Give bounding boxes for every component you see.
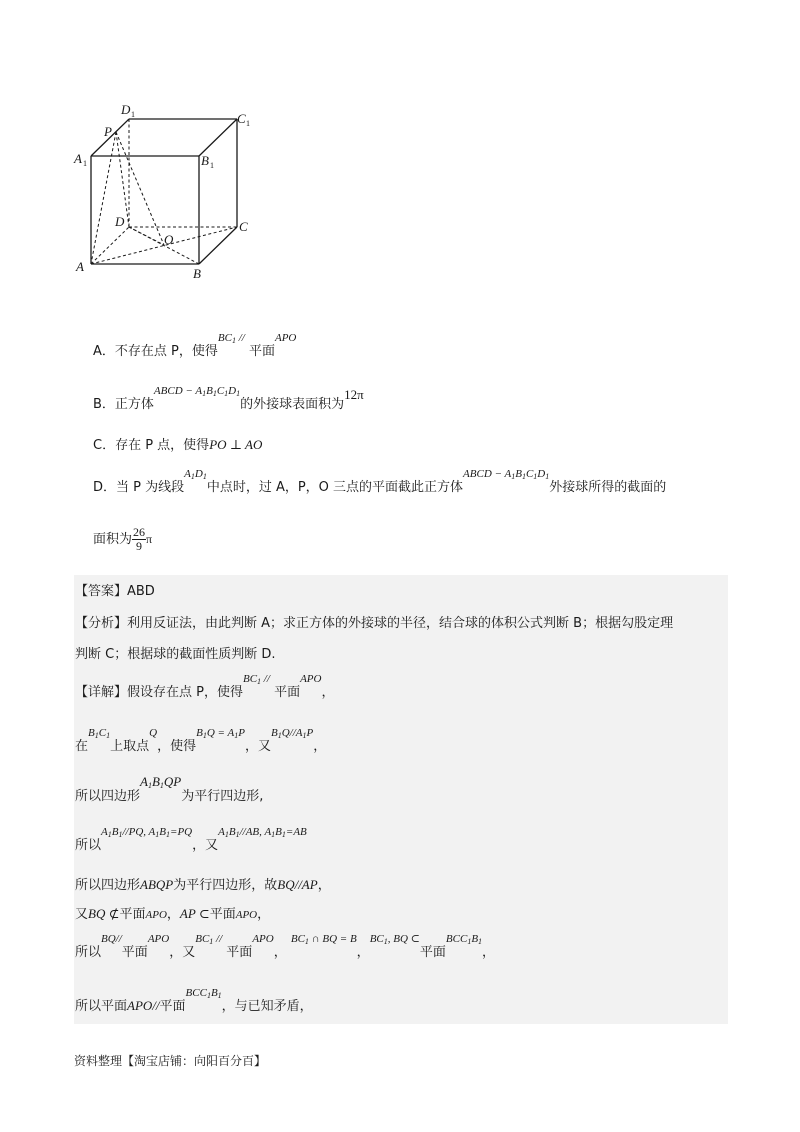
math-12pi: 12π: [344, 387, 364, 402]
detail-line-2: 在$^{B_1C_1}$上取点$^Q$，使得$^{B_1Q = A_1P}$，又$^{B_1Q//A_1P}$，: [75, 727, 327, 754]
edge-a-d: [91, 227, 129, 264]
math-bc1: BC1 //: [217, 332, 245, 345]
seg-p-d: [116, 132, 129, 227]
option-d-line2: 面积为 $\frac{26}{9}$ π: [93, 525, 153, 553]
math-cube: ABCD − A1B1C1D1: [153, 385, 241, 398]
seg-d-o: [129, 227, 164, 245]
label-b1: B: [201, 153, 209, 168]
svg-text:1: 1: [210, 161, 214, 170]
detail-line-7: 所以$^{BQ//}$平面$^{APO}$，又$^{BC_1 //}$ 平面$^{APO}$， $^{BC_1 \cap BQ = B}$，$^{BC_1, BQ \subset}$平面$^{BCC_1B_1}$，: [75, 933, 496, 960]
label-p: P: [104, 124, 112, 139]
option-b: B．正方体$^{ABCD - A_1B_1C_1D_1}$的外接球表面积为12π: [93, 385, 364, 412]
option-d: D．当 P 为线段$^{A_1D_1}$中点时，过 A，P，O 三点的平面截此正方体$^{ABCD - A_1B_1C_1D_1}$外接球所得的截面的: [93, 468, 667, 495]
fraction-26-9: $\frac{26}{9}$: [133, 525, 146, 553]
option-a: A．不存在点 P，使得$^{BC_1 //}$ 平面$^{APO}$: [93, 332, 297, 359]
edge-b1-c1: [199, 119, 237, 156]
detail-line-4: 所以$^{A_1B_1//PQ, A_1B_1=PQ}$，又$^{A_1B_1//AB, A_1B_1=AB}$: [75, 826, 307, 853]
answer-line: 【答案】ABD: [75, 584, 155, 599]
vertex-labels: [73, 102, 250, 281]
label-d: D: [115, 214, 125, 229]
edge-b-c: [199, 227, 237, 264]
label-d1: D: [121, 102, 131, 117]
detail-line-1: 【详解】假设存在点 P，使得$^{BC_1 //}$ 平面$^{APO}$，: [75, 673, 335, 700]
svg-text:1: 1: [131, 110, 135, 119]
detail-line-8: 所以平面APO//平面$^{BCC_1B_1}$，与已知矛盾，: [75, 987, 313, 1014]
detail-line-6: 又BQ ⊄平面APO，AP ⊂平面APO，: [75, 906, 271, 922]
analysis-line-1: 【分析】利用反证法，由此判断 A；求正方体的外接球的半径，结合球的体积公式判断 B；根据勾股定理: [75, 616, 674, 631]
svg-text:1: 1: [246, 119, 250, 128]
svg-text:1: 1: [83, 159, 87, 168]
math-apo: APO: [274, 332, 297, 344]
detail-line-3: 所以四边形$A_1B_1QP$为平行四边形,: [75, 774, 264, 804]
analysis-line-2: 判断 C；根据球的截面性质判断 D.: [75, 647, 276, 662]
footer-source: 资料整理【淘宝店铺：向阳百分百】: [74, 1054, 267, 1068]
math-po-perp-ao: PO ⊥ AO: [209, 437, 263, 452]
label-o: O: [164, 232, 174, 247]
label-c: C: [239, 219, 248, 234]
math-a1d1: A1D1: [184, 468, 207, 481]
label-a: A: [76, 259, 84, 274]
math-cube-2: ABCD − A1B1C1D1: [463, 468, 550, 481]
option-c: C．存在 P 点，使得PO ⊥ AO: [93, 437, 263, 453]
label-c1: C: [237, 111, 246, 126]
detail-line-5: 所以四边形ABQP为平行四边形，故BQ//AP，: [75, 877, 331, 893]
label-a1: A: [74, 151, 82, 166]
label-b: B: [193, 266, 201, 281]
cube-diagram: [66, 96, 266, 288]
